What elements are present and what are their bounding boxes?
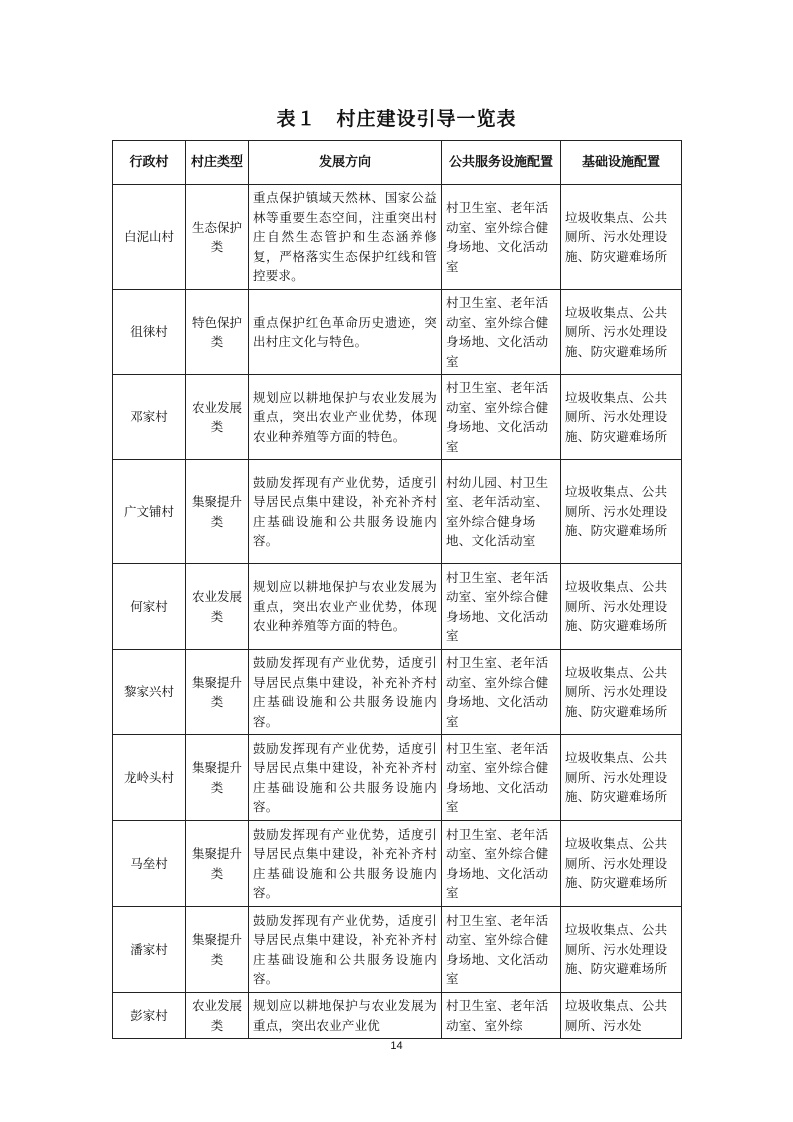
village-type: 生态保护类 (186, 185, 249, 290)
village-type: 集聚提升类 (186, 650, 249, 735)
infrastructure: 垃圾收集点、公共厕所、污水处理设施、防灾避难场所 (561, 185, 682, 290)
header-village: 行政村 (113, 141, 186, 185)
village-name: 邓家村 (113, 375, 186, 460)
table-row (113, 907, 682, 993)
development-direction: 鼓励发挥现有产业优势，适度引导居民点集中建设，补充补齐村庄基础设施和公共服务设施内容。 (249, 735, 442, 821)
table-row (113, 821, 682, 907)
development-direction: 重点保护镇域天然林、国家公益林等重要生态空间，注重突出村庄自然生态管护和生态涵养修复，严格落实生态保护红线和管控要求。 (249, 185, 442, 290)
page-number: 14 (390, 1040, 403, 1052)
development-direction: 鼓励发挥现有产业优势，适度引导居民点集中建设，补充补齐村庄基础设施和公共服务设施内容。 (249, 460, 442, 564)
table-row (113, 185, 682, 290)
infrastructure: 垃圾收集点、公共厕所、污水处理设施、防灾避难场所 (561, 821, 682, 907)
village-name: 何家村 (113, 564, 186, 650)
development-direction: 规划应以耕地保护与农业发展为重点，突出农业产业优 (249, 993, 442, 1039)
public-facilities: 村卫生室、老年活动室、室外综合健身场地、文化活动室 (442, 564, 561, 650)
development-direction: 重点保护红色革命历史遗迹，突出村庄文化与特色。 (249, 290, 442, 375)
village-name: 白泥山村 (113, 185, 186, 290)
page-title: 表１ 村庄建设引导一览表 (276, 108, 517, 130)
development-direction: 规划应以耕地保护与农业发展为重点，突出农业产业优势，体现农业种养殖等方面的特色。 (249, 375, 442, 460)
public-facilities: 村卫生室、老年活动室、室外综合健身场地、文化活动室 (442, 907, 561, 993)
public-facilities: 村卫生室、老年活动室、室外综合健身场地、文化活动室 (442, 650, 561, 735)
development-direction: 鼓励发挥现有产业优势，适度引导居民点集中建设，补充补齐村庄基础设施和公共服务设施内容。 (249, 907, 442, 993)
village-name: 马垒村 (113, 821, 186, 907)
development-direction: 鼓励发挥现有产业优势，适度引导居民点集中建设，补充补齐村庄基础设施和公共服务设施内容。 (249, 650, 442, 735)
village-type: 集聚提升类 (186, 735, 249, 821)
village-type: 集聚提升类 (186, 907, 249, 993)
public-facilities: 村卫生室、老年活动室、室外综合健身场地、文化活动室 (442, 290, 561, 375)
village-name: 广文铺村 (113, 460, 186, 564)
development-direction: 规划应以耕地保护与农业发展为重点，突出农业产业优势，体现农业种养殖等方面的特色。 (249, 564, 442, 650)
public-facilities: 村卫生室、老年活动室、室外综合健身场地、文化活动室 (442, 375, 561, 460)
table-row (113, 375, 682, 460)
infrastructure: 垃圾收集点、公共厕所、污水处理设施、防灾避难场所 (561, 290, 682, 375)
table-row (113, 290, 682, 375)
public-facilities: 村卫生室、老年活动室、室外综合健身场地、文化活动室 (442, 735, 561, 821)
infrastructure: 垃圾收集点、公共厕所、污水处理设施、防灾避难场所 (561, 735, 682, 821)
header-direction: 发展方向 (249, 141, 442, 185)
development-direction: 鼓励发挥现有产业优势，适度引导居民点集中建设，补充补齐村庄基础设施和公共服务设施内容。 (249, 821, 442, 907)
table-row (113, 564, 682, 650)
village-name: 龙岭头村 (113, 735, 186, 821)
public-facilities: 村卫生室、老年活动室、室外综 (442, 993, 561, 1039)
public-facilities: 村卫生室、老年活动室、室外综合健身场地、文化活动室 (442, 185, 561, 290)
village-name: 彭家村 (113, 993, 186, 1039)
village-name: 徂徕村 (113, 290, 186, 375)
table-row (113, 735, 682, 821)
village-type: 农业发展类 (186, 993, 249, 1039)
table-row (113, 460, 682, 564)
header-infrastructure: 基础设施配置 (561, 141, 682, 185)
public-facilities: 村卫生室、老年活动室、室外综合健身场地、文化活动室 (442, 821, 561, 907)
table-row (113, 650, 682, 735)
village-name: 黎家兴村 (113, 650, 186, 735)
infrastructure: 垃圾收集点、公共厕所、污水处理设施、防灾避难场所 (561, 375, 682, 460)
village-type: 特色保护类 (186, 290, 249, 375)
header-public-facilities: 公共服务设施配置 (442, 141, 561, 185)
infrastructure: 垃圾收集点、公共厕所、污水处理设施、防灾避难场所 (561, 650, 682, 735)
header-type: 村庄类型 (186, 141, 249, 185)
table-header-row (113, 141, 682, 185)
infrastructure: 垃圾收集点、公共厕所、污水处理设施、防灾避难场所 (561, 907, 682, 993)
village-type: 农业发展类 (186, 375, 249, 460)
village-type: 集聚提升类 (186, 460, 249, 564)
village-type: 集聚提升类 (186, 821, 249, 907)
infrastructure: 垃圾收集点、公共厕所、污水处理设施、防灾避难场所 (561, 460, 682, 564)
infrastructure: 垃圾收集点、公共厕所、污水处理设施、防灾避难场所 (561, 564, 682, 650)
public-facilities: 村幼儿园、村卫生室、老年活动室、室外综合健身场地、文化活动室 (442, 460, 561, 564)
village-type: 农业发展类 (186, 564, 249, 650)
village-name: 潘家村 (113, 907, 186, 993)
village-guide-table (112, 140, 682, 1039)
infrastructure: 垃圾收集点、公共厕所、污水处 (561, 993, 682, 1039)
table-row (113, 993, 682, 1039)
